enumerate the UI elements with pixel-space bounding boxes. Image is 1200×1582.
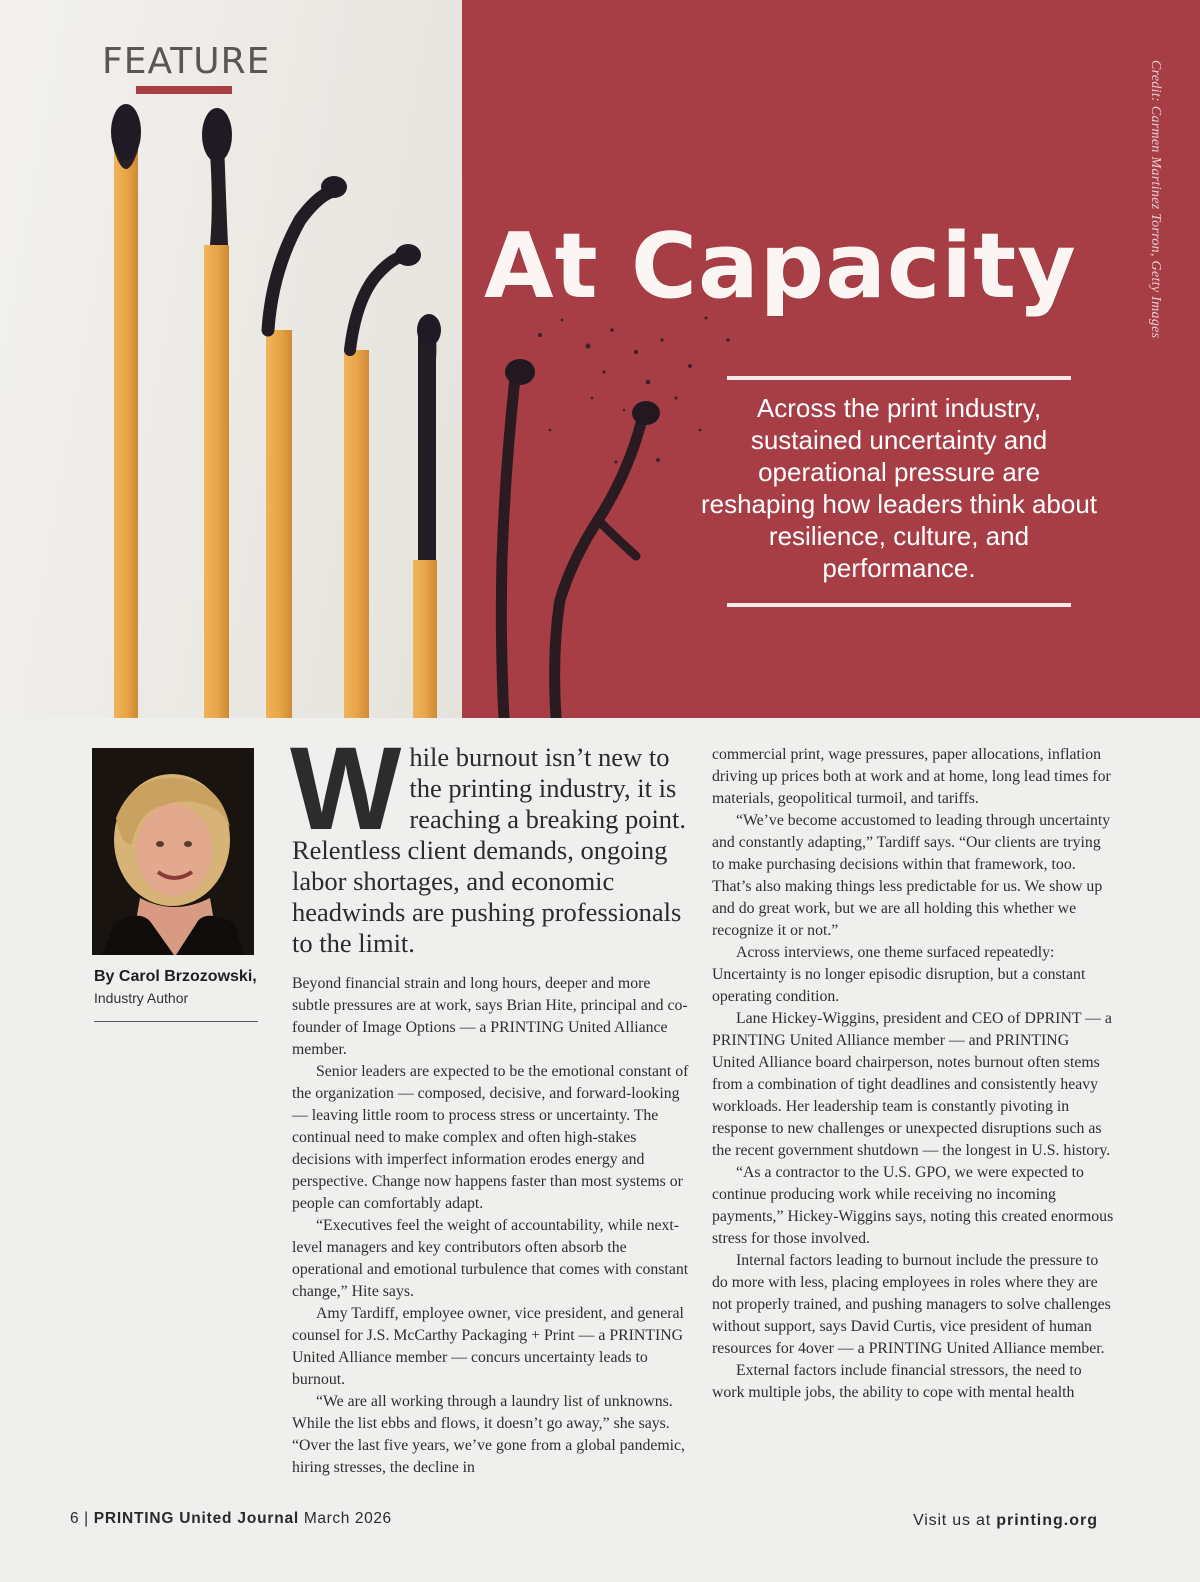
folio [70,1510,392,1528]
paragraph: Senior leaders are expected to be the emotional constant of the organization — composed, decisive, and forward-looking — leaving little room to process stress or uncertainty. The continual need to make complex and often high-stakes decisions with imperfect information erodes energy and perspective. Change now happens faster than most systems or people can comfortably adapt. [292,1063,689,1212]
article-column-2 [712,744,1114,1404]
paragraph: Lane Hickey-Wiggins, president and CEO of DPRINT — a PRINTING United Alliance member — and PRINTING United Alliance board chairperson, notes burnout often stems from a combination of tight deadlines and consistently heavy workloads. Her leadership team is constantly pivoting in response to new challenges or unexpected disruptions such as the recent government shutdown — the longest in U.S. history. [712,1010,1112,1159]
folio-separator: | [84,1510,89,1527]
page-number: 6 [70,1510,80,1527]
paragraph: Beyond financial strain and long hours, deeper and more subtle pressures are at work, says Brian Hite, principal and co-founder of Image Options — a PRINTING United Alliance member. [292,975,688,1058]
issue-date: March 2026 [303,1510,392,1527]
article-column-1 [290,723,692,1479]
paragraph: commercial print, wage pressures, paper allocations, inflation driving up prices both at work and at home, long lead times for materials, geopolitical turmoil, and tariffs. [712,746,1111,807]
section-label-underline [136,86,232,94]
burnt-matches-illustration [0,0,1200,718]
match-stick [111,104,141,718]
column-2-body [712,744,1114,1404]
author-name: By Carol Brzozowski, [94,968,257,985]
author-photo [92,748,254,955]
match-stick [344,244,421,718]
column-1-body [292,973,692,1479]
paragraph: External factors include financial stressors, the need to work multiple jobs, the ability to cope with mental health [712,1362,1082,1401]
deck-rule-top [727,376,1071,380]
paragraph: “As a contractor to the U.S. GPO, we were expected to continue producing work while receiving no incoming payments,” Hickey-Wiggins says, noting this created enormous stress for those involved. [712,1164,1114,1247]
photo-credit: Credit: Carmen Martinez Torron, Getty Images [1148,60,1163,339]
paragraph: Across interviews, one theme surfaced repeatedly: Uncertainty is no longer episodic disruption, but a constant operating condition. [712,944,1086,1005]
author-title: Industry Author [94,990,189,1006]
article-lead: hile burnout isn’t new to the printing industry, it is reaching a breaking point. Relentless client demands, ongoing labor shortages, and economic headwinds are pushing professionals to the limit. [292,742,687,958]
section-label: FEATURE [102,41,271,82]
match-stick [413,314,441,718]
paragraph: “We are all working through a laundry list of unknowns. While the list ebbs and flows, it doesn’t go away,” she says. “Over the last five years, we’ve gone from a global pandemic, hiring stresses, the decline in [292,1393,686,1476]
article-deck: Across the print industry, sustained uncertainty and operational pressure are reshaping how leaders think about resilience, culture, and performance. [700,393,1098,583]
website-link[interactable]: printing.org [996,1512,1098,1529]
match-stick [202,108,232,718]
drop-cap: W [290,723,402,855]
paragraph: Amy Tardiff, employee owner, vice president, and general counsel for J.S. McCarthy Packaging + Print — a PRINTING United Alliance member — concurs uncertainty leads to burnout. [292,1305,684,1388]
paragraph: Internal factors leading to burnout include the pressure to do more with less, placing employees in roles where they are not properly trained, and pushing managers to solve challenges without support, says David Curtis, vice president of human resources for 4over — a PRINTING United Alliance member. [712,1252,1111,1357]
hero-banner [0,0,1200,718]
paragraph: “Executives feel the weight of accountability, while next-level managers and key contributors often absorb the operational and emotional turbulence that comes with constant change,” Hite says. [292,1217,689,1300]
paragraph: “We’ve become accustomed to leading through uncertainty and constantly adapting,” Tardiff says. “Our clients are trying to make purchasing decisions within that framework, too. That’s also making things less predictable for us. We show up and do great work, but we are all holding this whether we recognize it or not.” [712,812,1111,939]
avatar [92,748,254,955]
match-stick [266,176,347,718]
author-divider [94,1021,258,1022]
article-title: At Capacity [484,214,1077,319]
visit-prefix: Visit us at [913,1512,991,1529]
publication-name: PRINTING United Journal [93,1510,299,1527]
charred-match [501,359,535,718]
website-promo [913,1512,1098,1530]
charred-match [555,401,660,718]
deck-rule-bottom [727,603,1071,607]
